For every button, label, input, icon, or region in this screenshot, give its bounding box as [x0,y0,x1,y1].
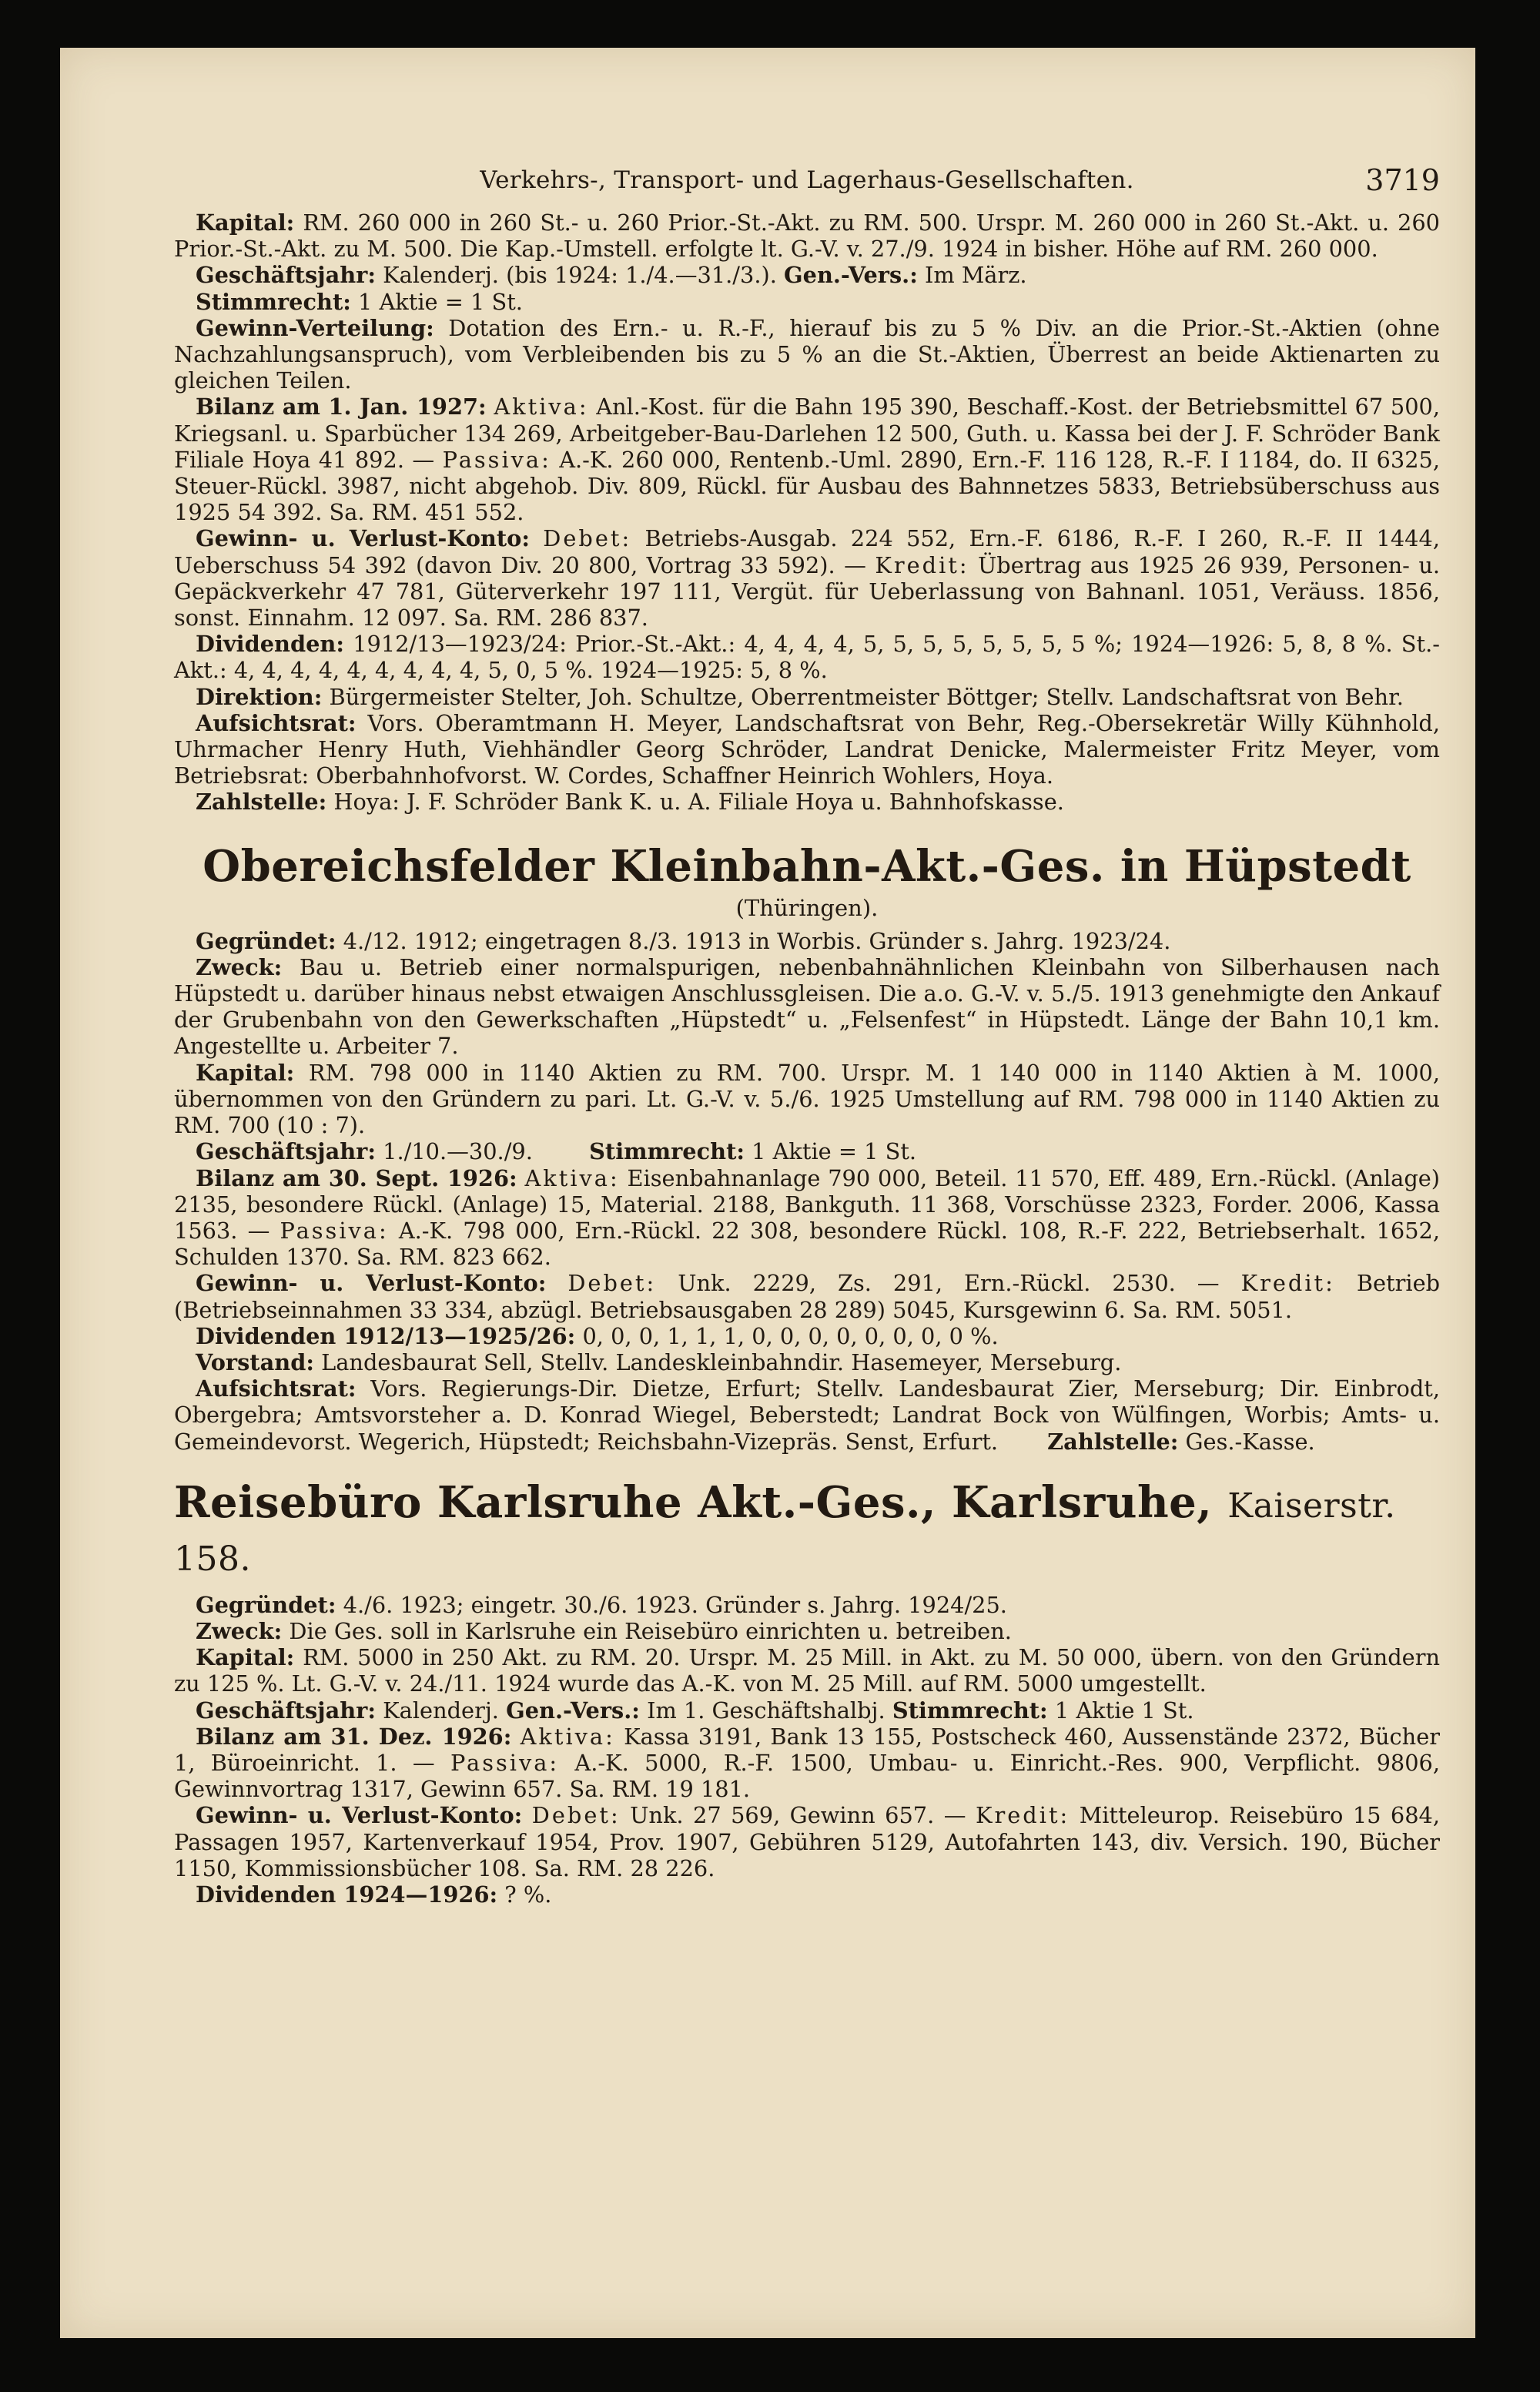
label-kapital: Kapital: [196,1059,295,1086]
label-geschaeftsjahr: Geschäftsjahr: [196,1138,376,1165]
entry-geschaeftsjahr [174,1138,1440,1164]
entry-geschaeftsjahr [174,262,1440,288]
label-bilanz: Bilanz am 1. Jan. 1927: [196,394,487,420]
text-stimmrecht: 1 Aktie = 1 St. [752,1138,917,1165]
header-title: Verkehrs-, Transport- und Lagerhaus-Gesellschaften. [480,166,1134,194]
label-stimmrecht: Stimmrecht: [196,288,351,315]
label-zahlstelle: Zahlstelle: [1047,1428,1179,1455]
word-passiva: Passiva: [442,446,551,473]
label-direktion: Direktion: [196,683,323,710]
word-aktiva: Aktiva: [494,394,589,420]
entry-zweck [174,954,1440,1060]
text-aufsichtsrat: Vors. Regierungs-Dir. Dietze, Erfurt; Stellv. Landesbaurat Zier, Merseburg; Dir. Einbrodt, Obergebra; Amtsvorsteher a. D. Konrad Wiegel, Beberstedt; Landrat Bock von Wülfingen, Worbis; Amts- u. Gemeindevorst. Wegerich, Hüpstedt; Reichsbahn-Vizepräs. Senst, Erfurt. [174,1375,1441,1455]
text-aufsichtsrat: Vors. Oberamtmann H. Meyer, Landschaftsrat von Behr, Reg.-Obersekretär Willy Kühnhold, Uhrmacher Henry Huth, Viehhändler Georg Schröder, Landrat Denicke, Malermeister Fritz Meyer, vom Betriebsrat: Oberbahnhofvorst. W. Cordes, Schaffner Heinrich Wohlers, Hoya. [174,709,1440,789]
label-guv: Gewinn- u. Verlust-Konto: [196,1270,547,1297]
entry-kapital [174,209,1440,262]
label-aufsichtsrat: Aufsichtsrat: [196,1375,357,1402]
text-zweck: Die Ges. soll in Karlsruhe ein Reisebüro einrichten u. betreiben. [289,1617,1012,1644]
text-gen-vers: Im März. [924,262,1027,289]
text-aktiva: Eisenbahnanlage 790 000, Beteil. 11 570, Eff. 489, Ern.-Rückl. (Anlage) 2135, besondere Rückl. (Anlage) 15, Material. 2188, Bankguth. 11 368, Vorschüsse 2323, Forder. 2006, Kassa 1563. — [174,1164,1441,1244]
word-passiva: Passiva: [280,1217,389,1244]
entry-gegruendet [174,928,1440,954]
word-kredit: Kredit: [875,551,969,578]
entry-dividenden [174,1323,1440,1349]
label-zahlstelle: Zahlstelle: [196,789,327,816]
label-geschaeftsjahr: Geschäftsjahr: [196,1697,376,1724]
label-aufsichtsrat: Aufsichtsrat: [196,709,357,736]
entry-aufsichtsrat [174,1375,1440,1455]
text-vorstand: Landesbaurat Sell, Stellv. Landeskleinbahndir. Hasemeyer, Merseburg. [321,1348,1122,1375]
entry-guv [174,525,1440,631]
text-zweck: Bau u. Betrieb einer normalspurigen, nebenbahnähnlichen Kleinbahn von Silberhausen nach Hüpstedt u. darüber hinaus nebst etwaigen Anschlussgleisen. Die a.o. G.-V. v. 5./5. 1913 genehmigte den Ankauf der Grubenbahn von den Gewerkschaften „Hüpstedt“ u. „Felsenfest“ in Hüpstedt. Länge der Bahn 10,1 km. Angestellte u. Arbeiter 7. [174,953,1440,1060]
label-kapital: Kapital: [196,1644,295,1671]
label-gewinn-verteilung: Gewinn-Verteilung: [196,314,434,341]
text-gewinn-verteilung: Dotation des Ern.- u. R.-F., hierauf bis zu 5 % Div. an die Prior.-St.-Aktien (ohne Nachzahlungsanspruch), vom Verbleibenden bis zu 5 % an die St.-Aktien, Überrest an beide Aktienarten zu gleichen Teilen. [174,314,1441,394]
entry-zweck [174,1618,1440,1644]
label-zweck: Zweck: [196,1617,283,1644]
word-aktiva: Aktiva: [520,1723,615,1750]
entry-direktion [174,684,1440,710]
label-gen-vers: Gen.-Vers.: [506,1697,640,1724]
label-guv: Gewinn- u. Verlust-Konto: [196,525,530,552]
word-kredit: Kredit: [975,1802,1070,1829]
text-zahlstelle: Hoya: J. F. Schröder Bank K. u. A. Filiale Hoya u. Bahnhofskasse. [333,789,1064,816]
word-aktiva: Aktiva: [524,1164,620,1191]
word-passiva: Passiva: [450,1749,560,1776]
text-dividenden: ? %. [504,1881,552,1908]
label-gegruendet: Gegründet: [196,1591,336,1618]
page-paper [60,48,1475,2338]
label-dividenden: Dividenden 1912/13—1925/26: [196,1322,576,1349]
text-stimmrecht: 1 Aktie = 1 St. [358,288,523,315]
entry-zahlstelle [174,789,1440,815]
entry-kapital [174,1060,1440,1139]
word-debet: Debet: [531,1802,621,1829]
entry-geschaeftsjahr [174,1697,1440,1724]
text-passiva: A.-K. 260 000, Rentenb.-Uml. 2890, Ern.-F. 116 128, R.-F. I 1184, do. II 6325, Steuer-Rückl. 3987, nicht abgehob. Div. 809, Rückl. für Ausbau des Bahnnetzes 5833, Betriebsüberschuss aus 1925 54 392. Sa. RM. 451 552. [174,446,1440,526]
company-name: Reisebüro Karlsruhe Akt.-Ges., Karlsruhe, [174,1476,1213,1528]
entry-dividenden [174,631,1440,683]
word-debet: Debet: [567,1270,657,1297]
label-geschaeftsjahr: Geschäftsjahr: [196,262,376,289]
text-debet: Unk. 27 569, Gewinn 657. — [630,1802,966,1829]
label-zweck: Zweck: [196,953,283,980]
label-vorstand: Vorstand: [196,1348,314,1375]
label-dividenden: Dividenden 1924—1926: [196,1881,498,1908]
text-dividenden: 0, 0, 0, 1, 1, 1, 0, 0, 0, 0, 0, 0, 0, 0 %. [582,1322,999,1349]
text-debet: Betriebs-Ausgab. 224 552, Ern.-F. 6186, R.-F. I 260, R.-F. II 1444, Ueberschuss 54 392 (davon Div. 20 800, Vortrag 33 592). — [174,525,1440,578]
text-kredit: Mitteleurop. Reisebüro 15 684, Passagen 1957, Kartenverkauf 1954, Prov. 1907, Gebühren 5129, Autofahrten 143, div. Versich. 190, Bücher 1150, Kommissionsbücher 108. Sa. RM. 28 226. [174,1802,1441,1881]
text-gegruendet: 4./6. 1923; eingetr. 30./6. 1923. Gründer s. Jahrg. 1924/25. [343,1591,1007,1618]
label-bilanz: Bilanz am 31. Dez. 1926: [196,1723,512,1750]
page-number: 3719 [1365,163,1440,197]
text-zahlstelle: Ges.-Kasse. [1185,1428,1315,1455]
company-title-obereichsfelder: Obereichsfelder Kleinbahn-Akt.-Ges. in Hüpstedt [203,840,1411,892]
text-gegruendet: 4./12. 1912; eingetragen 8./3. 1913 in Worbis. Gründer s. Jahrg. 1923/24. [343,927,1171,954]
label-gen-vers: Gen.-Vers.: [784,262,918,289]
text-aktiva: Anl.-Kost. für die Bahn 195 390, Beschaff.-Kost. der Betriebsmittel 67 500, Kriegsanl. u. Sparbücher 134 269, Arbeitgeber-Bau-Darlehen 12 500, Guth. u. Kassa bei der J. F. Schröder Bank Filiale Hoya 41 892. — [174,394,1441,473]
entry-kapital [174,1644,1440,1697]
company-title-reisebuero [174,1478,1440,1584]
company-location: (Thüringen). [735,894,879,921]
page-content [174,163,1440,1908]
word-debet: Debet: [543,525,632,552]
label-dividenden: Dividenden: [196,631,345,658]
text-debet: Unk. 2229, Zs. 291, Ern.-Rückl. 2530. — [678,1270,1220,1297]
entry-gegruendet [174,1592,1440,1618]
entry-dividenden [174,1881,1440,1908]
label-stimmrecht: Stimmrecht: [892,1697,1048,1724]
text-passiva: A.-K. 798 000, Ern.-Rückl. 22 308, besondere Rückl. 108, R.-F. 222, Betriebserhalt. 1652, Schulden 1370. Sa. RM. 823 662. [174,1217,1440,1271]
text-dividenden: 1912/13—1923/24: Prior.-St.-Akt.: 4, 4, 4, 4, 5, 5, 5, 5, 5, 5, 5, 5 %; 1924—1926: 5, 8, 8 %. St.-Akt.: 4, 4, 4, 4, 4, 4, 4, 4, 4, 5, 0, 5 %. 1924—1925: 5, 8 %. [174,631,1440,684]
label-kapital: Kapital: [196,209,295,236]
label-stimmrecht: Stimmrecht: [589,1138,745,1165]
text-kredit: Übertrag aus 1925 26 939, Personen- u. Gepäckverkehr 47 781, Güterverkehr 197 111, Vergüt. für Ueberlassung von Bahnanl. 1051, Veräuss. 1856, sonst. Einnahm. 12 097. Sa. RM. 286 837. [174,551,1441,632]
entry-bilanz [174,394,1440,525]
entry-bilanz [174,1165,1440,1271]
text-kapital: RM. 260 000 in 260 St.- u. 260 Prior.-St.-Akt. zu RM. 500. Urspr. M. 260 000 in 260 St.-Akt. u. 260 Prior.-St.-Akt. zu M. 500. Die Kap.-Umstell. erfolgte lt. G.-V. v. 27./9. 1924 in bisher. Höhe auf RM. 260 000. [174,209,1440,263]
entry-aufsichtsrat [174,710,1440,789]
text-geschaeftsjahr: 1./10.—30./9. [383,1138,533,1165]
entry-gewinn-verteilung [174,315,1440,394]
running-header [174,163,1440,209]
label-gegruendet: Gegründet: [196,927,336,954]
text-kapital: RM. 5000 in 250 Akt. zu RM. 20. Urspr. M. 25 Mill. in Akt. zu M. 50 000, übern. von den Gründern zu 125 %. Lt. G.-V. v. 24./11. 1924 wurde das A.-K. von M. 25 Mill. auf RM. 5000 umgestellt. [174,1644,1441,1697]
text-kapital: RM. 798 000 in 1140 Aktien zu RM. 700. Urspr. M. 1 140 000 in 1140 Aktien à M. 1000, übernommen von den Gründern zu pari. Lt. G.-V. v. 5./6. 1925 Umstellung auf RM. 798 000 in 1140 Aktien zu RM. 700 (10 : 7). [174,1059,1440,1139]
company-address: Kaiserstr. 158. [174,1486,1396,1579]
entry-vorstand [174,1349,1440,1375]
entry-bilanz [174,1724,1440,1803]
text-kredit: Betrieb (Betriebseinnahmen 33 334, abzügl. Betriebsausgaben 28 289) 5045, Kursgewinn 6. Sa. RM. 5051. [174,1270,1441,1323]
word-kredit: Kredit: [1240,1270,1335,1297]
text-geschaeftsjahr: Kalenderj. [383,1697,499,1724]
text-direktion: Bürgermeister Stelter, Joh. Schultze, Oberrentmeister Böttger; Stellv. Landschaftsrat von Behr. [329,683,1404,710]
entry-stimmrecht [174,289,1440,315]
text-gen-vers: Im 1. Geschäftshalbj. [647,1697,886,1724]
label-bilanz: Bilanz am 30. Sept. 1926: [196,1164,517,1191]
entry-guv [174,1270,1440,1322]
text-stimmrecht: 1 Aktie 1 St. [1054,1697,1194,1724]
text-passiva: A.-K. 5000, R.-F. 1500, Umbau- u. Einricht.-Res. 900, Verpflicht. 9806, Gewinnvortrag 1317, Gewinn 657. Sa. RM. 19 181. [174,1749,1441,1803]
text-aktiva: Kassa 3191, Bank 13 155, Postscheck 460, Aussenstände 2372, Bücher 1, Büroeinricht. 1. — [174,1723,1441,1776]
entry-guv [174,1802,1440,1881]
label-guv: Gewinn- u. Verlust-Konto: [196,1802,523,1829]
text-geschaeftsjahr: Kalenderj. (bis 1924: 1./4.—31./3.). [383,262,777,289]
